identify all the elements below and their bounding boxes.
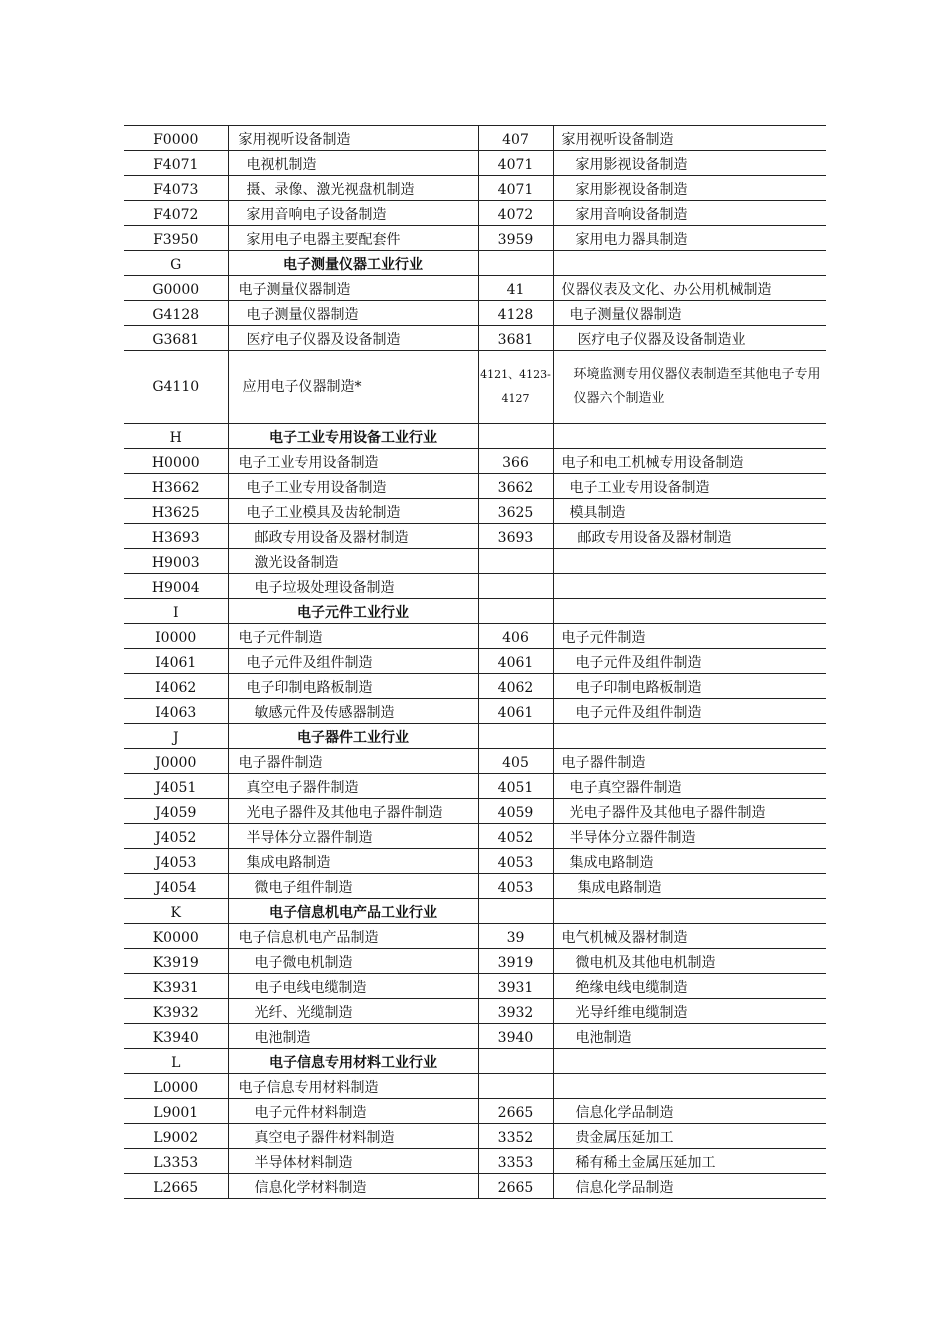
std-code: 4071 [478,176,553,201]
std-code: 4053 [478,849,553,874]
std-code: 3353 [478,1149,553,1174]
std-code: 4051 [478,774,553,799]
industry-code: G4110 [124,351,228,424]
section-letter: L [124,1049,228,1074]
std-name: 电子和电工机械专用设备制造 [553,449,826,474]
industry-classification-table [124,125,826,1199]
industry-code: I4061 [124,649,228,674]
table-row [124,1099,826,1124]
std-code: 4121、4123-4127 [478,351,553,424]
std-name: 家用视听设备制造 [553,126,826,151]
table-row [124,799,826,824]
std-code: 3662 [478,474,553,499]
std-code-cell [478,724,553,749]
section-header-row [124,251,826,276]
std-code [478,1074,553,1099]
industry-name: 半导体材料制造 [228,1149,478,1174]
table-row [124,524,826,549]
industry-code: I4062 [124,674,228,699]
table-row [124,849,826,874]
table-row [124,326,826,351]
industry-name: 电子工业专用设备制造 [228,449,478,474]
industry-name: 电子微电机制造 [228,949,478,974]
std-code: 4061 [478,699,553,724]
std-name: 半导体分立器件制造 [553,824,826,849]
industry-name: 电子工业模具及齿轮制造 [228,499,478,524]
industry-name: 家用音响电子设备制造 [228,201,478,226]
industry-name: 电子元件制造 [228,624,478,649]
industry-code: L9001 [124,1099,228,1124]
std-code: 3932 [478,999,553,1024]
std-code-cell [478,599,553,624]
std-code-cell [478,1049,553,1074]
table-row [124,699,826,724]
industry-name: 电子测量仪器制造 [228,276,478,301]
industry-name: 应用电子仪器制造* [228,351,478,424]
industry-name: 光纤、光缆制造 [228,999,478,1024]
section-title: 电子信息机电产品工业行业 [228,899,478,924]
industry-code: K3931 [124,974,228,999]
industry-name: 电子垃圾处理设备制造 [228,574,478,599]
std-code-cell [478,899,553,924]
table-row [124,974,826,999]
std-name: 家用电力器具制造 [553,226,826,251]
std-code: 3931 [478,974,553,999]
industry-code: J4051 [124,774,228,799]
industry-code: K3940 [124,1024,228,1049]
std-code: 407 [478,126,553,151]
industry-name: 半导体分立器件制造 [228,824,478,849]
table-row [124,674,826,699]
std-name: 仪器仪表及文化、办公用机械制造 [553,276,826,301]
industry-code: I0000 [124,624,228,649]
industry-code: G4128 [124,301,228,326]
std-name: 电子元件及组件制造 [553,699,826,724]
industry-name: 医疗电子仪器及设备制造 [228,326,478,351]
section-letter: G [124,251,228,276]
std-name: 微电机及其他电机制造 [553,949,826,974]
industry-name: 微电子组件制造 [228,874,478,899]
industry-code: G0000 [124,276,228,301]
section-letter: K [124,899,228,924]
section-letter: I [124,599,228,624]
table-row [124,624,826,649]
section-letter: H [124,424,228,449]
industry-code: J4053 [124,849,228,874]
section-header-row [124,424,826,449]
std-name: 家用影视设备制造 [553,151,826,176]
std-name: 电子元件制造 [553,624,826,649]
section-title: 电子信息专用材料工业行业 [228,1049,478,1074]
industry-code: J0000 [124,749,228,774]
std-name-cell [553,724,826,749]
std-name: 信息化学品制造 [553,1099,826,1124]
table-row [124,351,826,424]
industry-name: 光电子器件及其他电子器件制造 [228,799,478,824]
industry-name: 电视机制造 [228,151,478,176]
std-name: 光电子器件及其他电子器件制造 [553,799,826,824]
std-code: 4128 [478,301,553,326]
std-name: 邮政专用设备及器材制造 [553,524,826,549]
industry-name: 电子电线电缆制造 [228,974,478,999]
std-name [553,549,826,574]
std-name: 电子工业专用设备制造 [553,474,826,499]
std-name: 绝缘电线电缆制造 [553,974,826,999]
std-code: 4053 [478,874,553,899]
industry-code: H9004 [124,574,228,599]
table-row [124,649,826,674]
table-row [124,1074,826,1099]
std-name: 家用音响设备制造 [553,201,826,226]
section-letter: J [124,724,228,749]
industry-code: J4059 [124,799,228,824]
industry-code: H3662 [124,474,228,499]
std-code [478,549,553,574]
industry-code: H0000 [124,449,228,474]
industry-code: L0000 [124,1074,228,1099]
std-name: 电子器件制造 [553,749,826,774]
industry-code: F4073 [124,176,228,201]
std-code: 405 [478,749,553,774]
std-name [553,574,826,599]
industry-name: 电子元件及组件制造 [228,649,478,674]
industry-name: 电子印制电路板制造 [228,674,478,699]
table-body [124,126,826,1199]
industry-name: 电子测量仪器制造 [228,301,478,326]
industry-name: 敏感元件及传感器制造 [228,699,478,724]
std-code-cell [478,251,553,276]
table-row [124,449,826,474]
std-name: 电池制造 [553,1024,826,1049]
std-code: 4059 [478,799,553,824]
std-name: 集成电路制造 [553,849,826,874]
table-row [124,924,826,949]
industry-name: 信息化学材料制造 [228,1174,478,1199]
std-name: 电子真空器件制造 [553,774,826,799]
industry-code: H3625 [124,499,228,524]
std-code: 41 [478,276,553,301]
section-title: 电子测量仪器工业行业 [228,251,478,276]
industry-code: F4071 [124,151,228,176]
std-name: 光导纤维电缆制造 [553,999,826,1024]
std-name: 集成电路制造 [553,874,826,899]
std-code: 3625 [478,499,553,524]
std-code: 4052 [478,824,553,849]
std-code: 3919 [478,949,553,974]
std-name: 电子测量仪器制造 [553,301,826,326]
industry-name: 激光设备制造 [228,549,478,574]
industry-code: L3353 [124,1149,228,1174]
table-row [124,949,826,974]
table-row [124,301,826,326]
std-code: 3959 [478,226,553,251]
table-row [124,201,826,226]
industry-code: K3919 [124,949,228,974]
table-row [124,1124,826,1149]
section-title: 电子工业专用设备工业行业 [228,424,478,449]
industry-code: F4072 [124,201,228,226]
section-header-row [124,599,826,624]
industry-code: H3693 [124,524,228,549]
industry-name: 真空电子器件制造 [228,774,478,799]
table-row [124,126,826,151]
table-row [124,999,826,1024]
table-row [124,749,826,774]
industry-code: J4052 [124,824,228,849]
std-name [553,1074,826,1099]
industry-code: F0000 [124,126,228,151]
industry-name: 家用视听设备制造 [228,126,478,151]
table-row [124,774,826,799]
std-code-cell [478,424,553,449]
industry-code: F3950 [124,226,228,251]
table-row [124,1024,826,1049]
industry-code: J4054 [124,874,228,899]
std-name: 稀有稀土金属压延加工 [553,1149,826,1174]
std-code: 2665 [478,1099,553,1124]
industry-code: L2665 [124,1174,228,1199]
industry-name: 电子信息专用材料制造 [228,1074,478,1099]
industry-name: 真空电子器件材料制造 [228,1124,478,1149]
table-row [124,549,826,574]
std-name: 家用影视设备制造 [553,176,826,201]
section-header-row [124,724,826,749]
std-name: 环境监测专用仪器仪表制造至其他电子专用仪器六个制造业 [553,351,826,424]
std-code: 3352 [478,1124,553,1149]
std-code: 3940 [478,1024,553,1049]
section-header-row [124,1049,826,1074]
std-name: 贵金属压延加工 [553,1124,826,1149]
section-header-row [124,899,826,924]
table-row [124,499,826,524]
table-row [124,226,826,251]
std-code: 4072 [478,201,553,226]
std-code [478,574,553,599]
industry-code: K0000 [124,924,228,949]
std-code: 4071 [478,151,553,176]
table-row [124,176,826,201]
std-code: 39 [478,924,553,949]
industry-name: 摄、录像、激光视盘机制造 [228,176,478,201]
industry-name: 家用电子电器主要配套件 [228,226,478,251]
table-row [124,874,826,899]
industry-name: 电池制造 [228,1024,478,1049]
industry-code: I4063 [124,699,228,724]
std-name-cell [553,599,826,624]
std-code: 3681 [478,326,553,351]
industry-code: G3681 [124,326,228,351]
std-name: 电子印制电路板制造 [553,674,826,699]
table-row [124,1149,826,1174]
std-name: 电子元件及组件制造 [553,649,826,674]
industry-code: H9003 [124,549,228,574]
std-code: 4061 [478,649,553,674]
std-code: 3693 [478,524,553,549]
std-code: 406 [478,624,553,649]
std-name-cell [553,899,826,924]
industry-name: 集成电路制造 [228,849,478,874]
std-name-cell [553,251,826,276]
std-code: 366 [478,449,553,474]
table-row [124,1174,826,1199]
table-row [124,824,826,849]
industry-code: K3932 [124,999,228,1024]
industry-name: 电子器件制造 [228,749,478,774]
table-row [124,574,826,599]
industry-name: 电子元件材料制造 [228,1099,478,1124]
industry-name: 电子工业专用设备制造 [228,474,478,499]
table-row [124,151,826,176]
section-title: 电子元件工业行业 [228,599,478,624]
std-name-cell [553,1049,826,1074]
std-name: 模具制造 [553,499,826,524]
industry-name: 电子信息机电产品制造 [228,924,478,949]
std-name: 医疗电子仪器及设备制造业 [553,326,826,351]
industry-code: L9002 [124,1124,228,1149]
std-name: 信息化学品制造 [553,1174,826,1199]
std-code: 4062 [478,674,553,699]
table-row [124,474,826,499]
std-name: 电气机械及器材制造 [553,924,826,949]
industry-name: 邮政专用设备及器材制造 [228,524,478,549]
std-name-cell [553,424,826,449]
std-code: 2665 [478,1174,553,1199]
section-title: 电子器件工业行业 [228,724,478,749]
table-row [124,276,826,301]
